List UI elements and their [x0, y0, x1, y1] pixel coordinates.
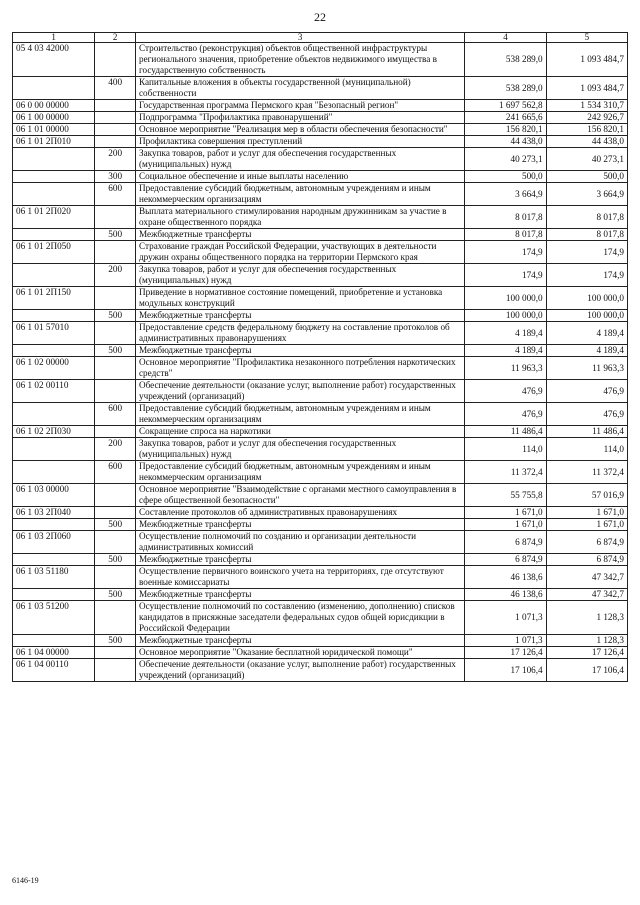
code-cell: 06 1 01 2П020 [13, 206, 95, 229]
code-cell: 06 1 01 2П050 [13, 241, 95, 264]
code-cell [13, 183, 95, 206]
amount-column-5-cell: 17 126,4 [546, 647, 627, 659]
table-row [13, 589, 628, 601]
table-row [13, 659, 628, 682]
item-name-cell: Профилактика совершения преступлений [135, 136, 464, 148]
expense-type-cell [95, 287, 136, 310]
amount-column-4-cell: 55 755,8 [465, 484, 546, 507]
item-name-cell: Межбюджетные трансферты [135, 345, 464, 357]
item-name-cell: Основное мероприятие "Профилактика незаконного потребления наркотических средств" [135, 357, 464, 380]
code-cell: 06 1 04 00000 [13, 647, 95, 659]
expense-type-cell [95, 659, 136, 682]
amount-column-5-cell: 114,0 [546, 438, 627, 461]
item-name-cell: Предоставление субсидий бюджетным, автономным учреждениям и иным некоммерческим организациям [135, 461, 464, 484]
expense-type-cell: 500 [95, 345, 136, 357]
amount-column-4-cell: 100 000,0 [465, 287, 546, 310]
code-cell [13, 554, 95, 566]
code-cell [13, 403, 95, 426]
expense-type-cell: 500 [95, 589, 136, 601]
expense-type-cell: 600 [95, 403, 136, 426]
code-cell [13, 345, 95, 357]
amount-column-4-cell: 174,9 [465, 241, 546, 264]
code-cell [13, 229, 95, 241]
table-row [13, 112, 628, 124]
code-cell [13, 635, 95, 647]
item-name-cell: Основное мероприятие "Оказание бесплатной юридической помощи" [135, 647, 464, 659]
table-row [13, 100, 628, 112]
table-row [13, 380, 628, 403]
expense-type-cell: 500 [95, 310, 136, 322]
amount-column-4-cell: 11 963,3 [465, 357, 546, 380]
item-name-cell: Сокращение спроса на наркотики [135, 426, 464, 438]
table-row [13, 124, 628, 136]
amount-column-4-cell: 538 289,0 [465, 43, 546, 77]
item-name-cell: Выплата материального стимулирования народным дружинникам за участие в охране общественного порядка [135, 206, 464, 229]
amount-column-5-cell: 1 671,0 [546, 507, 627, 519]
code-cell: 06 1 00 00000 [13, 112, 95, 124]
expense-type-cell [95, 112, 136, 124]
code-cell: 06 1 04 00110 [13, 659, 95, 682]
table-row [13, 183, 628, 206]
expense-type-cell [95, 531, 136, 554]
item-name-cell: Основное мероприятие "Взаимодействие с органами местного самоуправления в сфере общественной безопасности" [135, 484, 464, 507]
page-number: 22 [314, 10, 326, 24]
table-row [13, 426, 628, 438]
amount-column-5-cell: 174,9 [546, 241, 627, 264]
amount-column-5-cell: 6 874,9 [546, 554, 627, 566]
table-row [13, 136, 628, 148]
expense-type-cell [95, 100, 136, 112]
table-row [13, 229, 628, 241]
amount-column-5-cell: 100 000,0 [546, 287, 627, 310]
amount-column-4-cell: 1 071,3 [465, 635, 546, 647]
expense-type-cell: 400 [95, 77, 136, 100]
expense-type-cell [95, 206, 136, 229]
item-name-cell: Составление протоколов об административных правонарушениях [135, 507, 464, 519]
item-name-cell: Обеспечение деятельности (оказание услуг, выполнение работ) государственных учреждений (организаций) [135, 380, 464, 403]
table-row [13, 461, 628, 484]
amount-column-4-cell: 6 874,9 [465, 554, 546, 566]
budget-table [12, 32, 628, 682]
table-row [13, 484, 628, 507]
expense-type-cell [95, 484, 136, 507]
amount-column-4-cell: 4 189,4 [465, 345, 546, 357]
amount-column-5-cell: 1 093 484,7 [546, 77, 627, 100]
table-row [13, 554, 628, 566]
amount-column-4-cell: 156 820,1 [465, 124, 546, 136]
table-row [13, 438, 628, 461]
code-cell: 06 1 02 2П030 [13, 426, 95, 438]
table-row [13, 635, 628, 647]
amount-column-5-cell: 11 486,4 [546, 426, 627, 438]
amount-column-4-cell: 174,9 [465, 264, 546, 287]
amount-column-5-cell: 1 093 484,7 [546, 43, 627, 77]
item-name-cell: Межбюджетные трансферты [135, 589, 464, 601]
footer-code: 6146-19 [12, 876, 39, 885]
amount-column-5-cell: 47 342,7 [546, 566, 627, 589]
code-cell [13, 519, 95, 531]
expense-type-cell [95, 124, 136, 136]
expense-type-cell [95, 507, 136, 519]
table-row [13, 403, 628, 426]
item-name-cell: Осуществление полномочий по составлению (изменению, дополнению) списков кандидатов в присяжные заседатели федеральных судов общей юрисдикции в Российской Федерации [135, 601, 464, 635]
code-cell: 06 1 02 00000 [13, 357, 95, 380]
amount-column-5-cell: 500,0 [546, 171, 627, 183]
item-name-cell: Межбюджетные трансферты [135, 229, 464, 241]
code-cell: 06 1 01 00000 [13, 124, 95, 136]
table-row [13, 357, 628, 380]
item-name-cell: Межбюджетные трансферты [135, 554, 464, 566]
code-cell: 06 0 00 00000 [13, 100, 95, 112]
amount-column-5-cell: 57 016,9 [546, 484, 627, 507]
amount-column-5-cell: 242 926,7 [546, 112, 627, 124]
amount-column-5-cell: 476,9 [546, 403, 627, 426]
expense-type-cell: 300 [95, 171, 136, 183]
column-header-5: 5 [546, 33, 627, 43]
amount-column-4-cell: 17 126,4 [465, 647, 546, 659]
expense-type-cell: 600 [95, 183, 136, 206]
expense-type-cell [95, 426, 136, 438]
amount-column-5-cell: 11 372,4 [546, 461, 627, 484]
code-cell [13, 264, 95, 287]
amount-column-4-cell: 3 664,9 [465, 183, 546, 206]
expense-type-cell: 500 [95, 229, 136, 241]
item-name-cell: Предоставление средств федеральному бюджету на составление протоколов об административных правонарушениях [135, 322, 464, 345]
amount-column-5-cell: 8 017,8 [546, 206, 627, 229]
amount-column-4-cell: 476,9 [465, 403, 546, 426]
code-cell: 06 1 03 2П060 [13, 531, 95, 554]
item-name-cell: Капитальные вложения в объекты государственной (муниципальной) собственности [135, 77, 464, 100]
code-cell: 06 1 01 57010 [13, 322, 95, 345]
item-name-cell: Подпрограмма "Профилактика правонарушений" [135, 112, 464, 124]
expense-type-cell: 200 [95, 148, 136, 171]
code-cell [13, 589, 95, 601]
expense-type-cell [95, 136, 136, 148]
column-header-2: 2 [95, 33, 136, 43]
amount-column-4-cell: 476,9 [465, 380, 546, 403]
code-cell: 06 1 03 51180 [13, 566, 95, 589]
amount-column-4-cell: 1 671,0 [465, 519, 546, 531]
expense-type-cell [95, 357, 136, 380]
table-row [13, 310, 628, 322]
amount-column-4-cell: 241 665,6 [465, 112, 546, 124]
code-cell [13, 310, 95, 322]
table-row [13, 206, 628, 229]
amount-column-4-cell: 1 071,3 [465, 601, 546, 635]
item-name-cell: Приведение в нормативное состояние помещений, приобретение и установка модульных конструкций [135, 287, 464, 310]
amount-column-5-cell: 4 189,4 [546, 345, 627, 357]
item-name-cell: Межбюджетные трансферты [135, 310, 464, 322]
amount-column-4-cell: 1 697 562,8 [465, 100, 546, 112]
amount-column-5-cell: 174,9 [546, 264, 627, 287]
table-row [13, 507, 628, 519]
expense-type-cell [95, 43, 136, 77]
code-cell: 06 1 03 00000 [13, 484, 95, 507]
expense-type-cell [95, 601, 136, 635]
amount-column-4-cell: 6 874,9 [465, 531, 546, 554]
table-row [13, 43, 628, 77]
amount-column-4-cell: 44 438,0 [465, 136, 546, 148]
amount-column-5-cell: 44 438,0 [546, 136, 627, 148]
amount-column-4-cell: 17 106,4 [465, 659, 546, 682]
amount-column-5-cell: 1 128,3 [546, 601, 627, 635]
table-body [13, 43, 628, 682]
code-cell: 06 1 02 00110 [13, 380, 95, 403]
amount-column-4-cell: 500,0 [465, 171, 546, 183]
amount-column-5-cell: 156 820,1 [546, 124, 627, 136]
item-name-cell: Межбюджетные трансферты [135, 519, 464, 531]
amount-column-4-cell: 4 189,4 [465, 322, 546, 345]
table-row [13, 519, 628, 531]
expense-type-cell [95, 322, 136, 345]
amount-column-5-cell: 1 534 310,7 [546, 100, 627, 112]
expense-type-cell [95, 380, 136, 403]
table-header [13, 33, 628, 43]
expense-type-cell: 500 [95, 635, 136, 647]
code-cell: 06 1 03 2П040 [13, 507, 95, 519]
table-row [13, 566, 628, 589]
amount-column-4-cell: 11 486,4 [465, 426, 546, 438]
code-cell [13, 438, 95, 461]
table-row [13, 287, 628, 310]
column-header-3: 3 [135, 33, 464, 43]
table-row [13, 171, 628, 183]
amount-column-4-cell: 538 289,0 [465, 77, 546, 100]
code-cell [13, 77, 95, 100]
amount-column-5-cell: 4 189,4 [546, 322, 627, 345]
amount-column-4-cell: 11 372,4 [465, 461, 546, 484]
amount-column-5-cell: 40 273,1 [546, 148, 627, 171]
item-name-cell: Осуществление первичного воинского учета на территориях, где отсутствуют военные комиссариаты [135, 566, 464, 589]
amount-column-4-cell: 8 017,8 [465, 206, 546, 229]
expense-type-cell: 600 [95, 461, 136, 484]
column-header-1: 1 [13, 33, 95, 43]
amount-column-4-cell: 46 138,6 [465, 566, 546, 589]
table-row [13, 77, 628, 100]
expense-type-cell: 200 [95, 264, 136, 287]
amount-column-5-cell: 476,9 [546, 380, 627, 403]
code-cell: 06 1 01 2П150 [13, 287, 95, 310]
expense-type-cell [95, 241, 136, 264]
item-name-cell: Закупка товаров, работ и услуг для обеспечения государственных (муниципальных) нужд [135, 264, 464, 287]
table-row [13, 531, 628, 554]
code-cell: 06 1 01 2П010 [13, 136, 95, 148]
item-name-cell: Страхование граждан Российской Федерации, участвующих в деятельности дружин охраны общественного порядка на территории Пермского края [135, 241, 464, 264]
amount-column-4-cell: 114,0 [465, 438, 546, 461]
code-cell: 05 4 03 42000 [13, 43, 95, 77]
amount-column-5-cell: 11 963,3 [546, 357, 627, 380]
expense-type-cell [95, 566, 136, 589]
expense-type-cell: 200 [95, 438, 136, 461]
item-name-cell: Закупка товаров, работ и услуг для обеспечения государственных (муниципальных) нужд [135, 438, 464, 461]
table-row [13, 647, 628, 659]
amount-column-5-cell: 6 874,9 [546, 531, 627, 554]
amount-column-4-cell: 100 000,0 [465, 310, 546, 322]
item-name-cell: Строительство (реконструкция) объектов общественной инфраструктуры регионального значения, приобретение объектов недвижимого имущества в государственную собственность [135, 43, 464, 77]
item-name-cell: Закупка товаров, работ и услуг для обеспечения государственных (муниципальных) нужд [135, 148, 464, 171]
amount-column-5-cell: 1 128,3 [546, 635, 627, 647]
expense-type-cell [95, 647, 136, 659]
table-row [13, 601, 628, 635]
amount-column-4-cell: 8 017,8 [465, 229, 546, 241]
amount-column-4-cell: 1 671,0 [465, 507, 546, 519]
code-cell [13, 461, 95, 484]
table-row [13, 241, 628, 264]
table-row [13, 264, 628, 287]
amount-column-5-cell: 47 342,7 [546, 589, 627, 601]
table-row [13, 345, 628, 357]
table-row [13, 148, 628, 171]
amount-column-5-cell: 100 000,0 [546, 310, 627, 322]
item-name-cell: Предоставление субсидий бюджетным, автономным учреждениям и иным некоммерческим организациям [135, 183, 464, 206]
item-name-cell: Социальное обеспечение и иные выплаты населению [135, 171, 464, 183]
item-name-cell: Основное мероприятие "Реализация мер в области обеспечения безопасности" [135, 124, 464, 136]
code-cell [13, 171, 95, 183]
amount-column-4-cell: 40 273,1 [465, 148, 546, 171]
expense-type-cell: 500 [95, 519, 136, 531]
code-cell [13, 148, 95, 171]
amount-column-5-cell: 3 664,9 [546, 183, 627, 206]
header-row [13, 33, 628, 43]
item-name-cell: Обеспечение деятельности (оказание услуг, выполнение работ) государственных учреждений (организаций) [135, 659, 464, 682]
amount-column-5-cell: 1 671,0 [546, 519, 627, 531]
item-name-cell: Межбюджетные трансферты [135, 635, 464, 647]
code-cell: 06 1 03 51200 [13, 601, 95, 635]
table-row [13, 322, 628, 345]
amount-column-4-cell: 46 138,6 [465, 589, 546, 601]
expense-type-cell: 500 [95, 554, 136, 566]
amount-column-5-cell: 8 017,8 [546, 229, 627, 241]
item-name-cell: Предоставление субсидий бюджетным, автономным учреждениям и иным некоммерческим организациям [135, 403, 464, 426]
column-header-4: 4 [465, 33, 546, 43]
item-name-cell: Государственная программа Пермского края "Безопасный регион" [135, 100, 464, 112]
item-name-cell: Осуществление полномочий по созданию и организации деятельности административных комиссий [135, 531, 464, 554]
amount-column-5-cell: 17 106,4 [546, 659, 627, 682]
